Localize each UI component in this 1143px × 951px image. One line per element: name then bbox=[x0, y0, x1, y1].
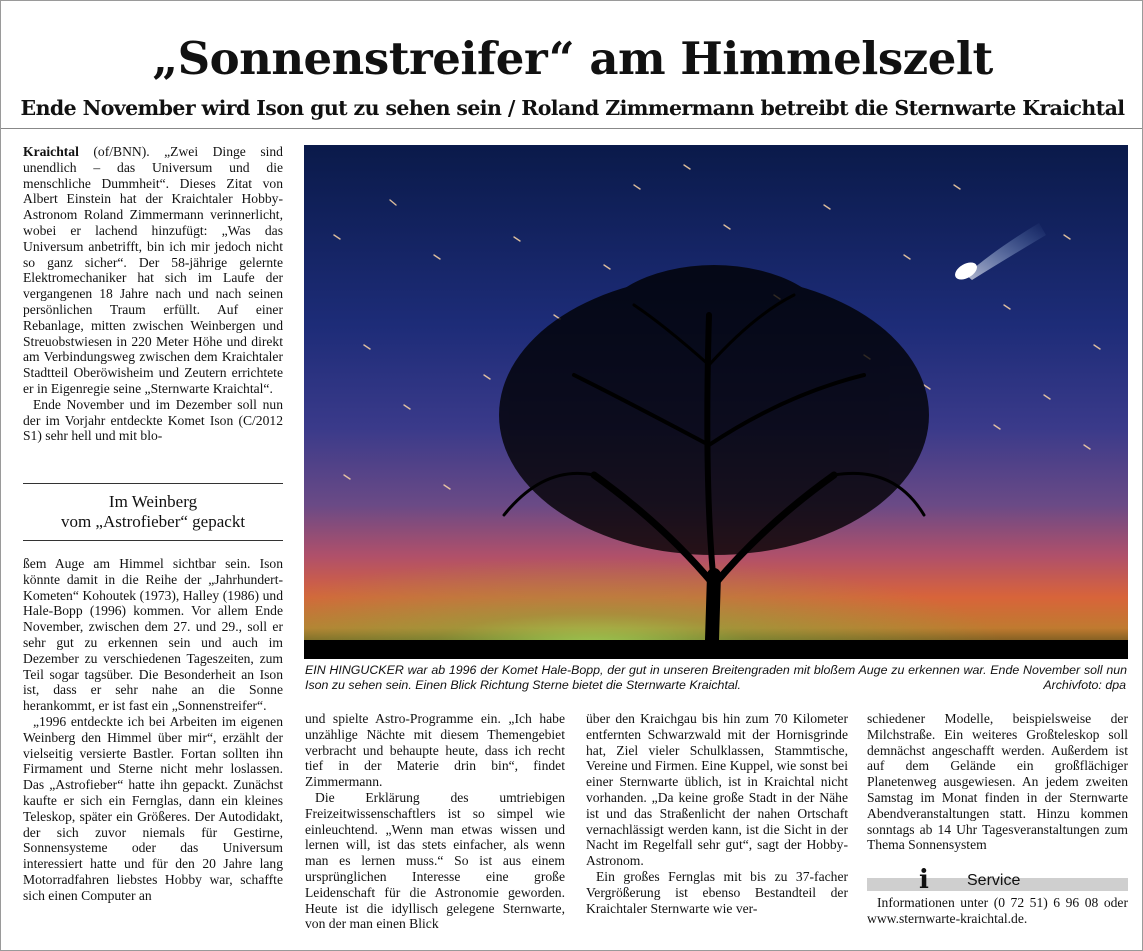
column-2 bbox=[305, 711, 565, 932]
photo-illustration bbox=[304, 145, 1128, 659]
photo-comet-tree bbox=[304, 145, 1128, 659]
paragraph: und spielte Astro-Programme ein. „Ich habe unzählige Nächte mit diesem Themengebiet verbracht und behaupte heute, dass ich recht tief in der Materie drin bin“, findet Zimmermann. bbox=[305, 711, 565, 790]
paragraph: Ende November und im Dezember soll nun der im Vorjahr entdeckte Komet Ison (C/2012 S1) sehr hell und mit blo- bbox=[23, 396, 283, 444]
column-3 bbox=[586, 711, 848, 916]
box-rule-bottom bbox=[23, 540, 283, 541]
column-1-bottom bbox=[23, 556, 283, 904]
top-rule bbox=[1, 128, 1143, 129]
headline: „Sonnenstreifer“ am Himmelszelt bbox=[152, 32, 993, 85]
box-heading-line-1: Im Weinberg bbox=[108, 492, 198, 511]
service-info bbox=[867, 895, 1128, 927]
service-info-text: Informationen unter (0 72 51) 6 96 08 oder www.sternwarte-kraichtal.de. bbox=[867, 895, 1128, 926]
subheadline: Ende November wird Ison gut zu sehen sein / Roland Zimmermann betreibt die Sternwarte Kraichtal bbox=[20, 96, 1125, 120]
dateline-source: (of/BNN). bbox=[78, 144, 165, 159]
dateline: Kraichtal bbox=[23, 144, 79, 159]
column-4 bbox=[867, 711, 1128, 853]
box-heading-line-2: vom „Astrofieber“ gepackt bbox=[60, 512, 246, 531]
paragraph-intro bbox=[23, 144, 283, 397]
photo-credit: Archivfoto: dpa bbox=[1043, 678, 1126, 692]
intro-text: „Zwei Dinge sind unendlich – das Universum und die menschliche Dummheit“. Dieses Zitat von Albert Einstein hat der Kraichtaler Hobby-Astronom Roland Zimmermann verinnerlicht, wobei er lachend hinzufügt: „Was das Universum anbetrifft, bin ich mir jedoch nicht so ganz sicher“. Der 58-jährige gelernte Elektromechaniker hat sich im Laufe der vergangenen 18 Jahre nach und nach seinen persönlichen Traum erfüllt. Auf einer Rebanlage, mitten zwischen Weinbergen und Streuobstwiesen in 220 Meter Höhe und direkt am Verbindungsweg zwischen dem Kraichtaler Stadtteil Oberöwisheim und Zeutern errichtete er in Eigenregie seine „Sternwarte Kraichtal“. bbox=[23, 144, 283, 396]
paragraph: schiedener Modelle, beispielsweise der Milchstraße. Ein weiteres Großteleskop soll demnächst angeschafft werden. Außerdem ist auf dem Gelände ein großflächiger Planetenweg ausgewiesen. An jedem zweiten Samstag im Monat finden in der Sternwarte Abendveranstaltungen statt. Hinzu kommen sonntags ab 14 Uhr Tagesveranstaltungen zum Thema Sonnensystem bbox=[867, 711, 1128, 853]
paragraph: ßem Auge am Himmel sichtbar sein. Ison könnte damit in die Reihe der „Jahrhundert-Kometen“ Kohoutek (1973), Halley (1986) und Hale-Bopp (1996) kommen. Vor allem Ende November, zwischen dem 27. und 29., soll er sehr gut zu erkennen sein und auch im Dezember zu verschiedenen Tageszeiten, zum Teil sogar tagsüber. Die Besonderheit an Ison ist, dass er sehr nahe an die Sonne herankommt, er ist fast ein „Sonnenstreifer“. bbox=[23, 556, 283, 714]
paragraph: „1996 entdeckte ich bei Arbeiten im eigenen Weinberg den Himmel über mir“, erzählt der vielseitig versierte Bastler. Fortan sollten ihn Firmament und Sterne nicht mehr loslassen. Das „Astrofieber“ hatte ihn gepackt. Zunächst kaufte er sich ein Fernglas, dann ein kleines Teleskop, später ein Größeres. Der Autodidakt, der sich zuvor niemals für Gestirne, Sonnensysteme oder das Universum interessiert hatte und für den 20 Jahre lang Motorradfahren liebstes Hobby war, schaffte sich einen Computer an bbox=[23, 713, 283, 903]
box-heading bbox=[23, 492, 283, 532]
column-1-top bbox=[23, 144, 283, 444]
paragraph: Ein großes Fernglas mit bis zu 37-facher Vergrößerung ist ebenso Bestandteil der Kraichtaler Sternwarte wie ver- bbox=[586, 868, 848, 916]
box-rule-top bbox=[23, 483, 283, 484]
paragraph: Die Erklärung des umtriebigen Freizeitwissenschaftlers ist so simpel wie einleuchtend. „Wenn man etwas wissen und lernen will, ist das stets einfacher, als wenn man es lernen muss.“ So ist aus einem ursprünglichen Interesse eine große Leidenschaft für die Astronomie geworden. Heute ist die idyllisch gelegene Sternwarte, von der man einen Blick bbox=[305, 789, 565, 932]
paragraph: über den Kraichgau bis hin zum 70 Kilometer entfernten Schwarzwald mit der Hornisgrinde hat, Ziel vieler Schulklassen, Stammtische, Vereine und Firmen. Eine Kuppel, wie sonst bei einer Sternwarte üblich, ist in Kraichtal nicht vorhanden. „Da keine große Stadt in der Nähe ist und das Straßenlicht der nahen Ortschaft vernachlässigt werden kann, ist die Sicht in der Nacht im Regelfall sehr gut“, sagt der Hobby-Astronom. bbox=[586, 711, 848, 869]
photo-caption: EIN HINGUCKER war ab 1996 der Komet Hale-Bopp, der gut in unseren Breitengraden mit bloßem Auge zu erkennen war. Ende November soll nun Ison zu sehen sein. Einen Blick Richtung Sterne bietet die Sternwarte Kraichtal. bbox=[305, 663, 1127, 692]
service-label: Service bbox=[967, 872, 1021, 889]
info-icon: i bbox=[919, 865, 929, 895]
